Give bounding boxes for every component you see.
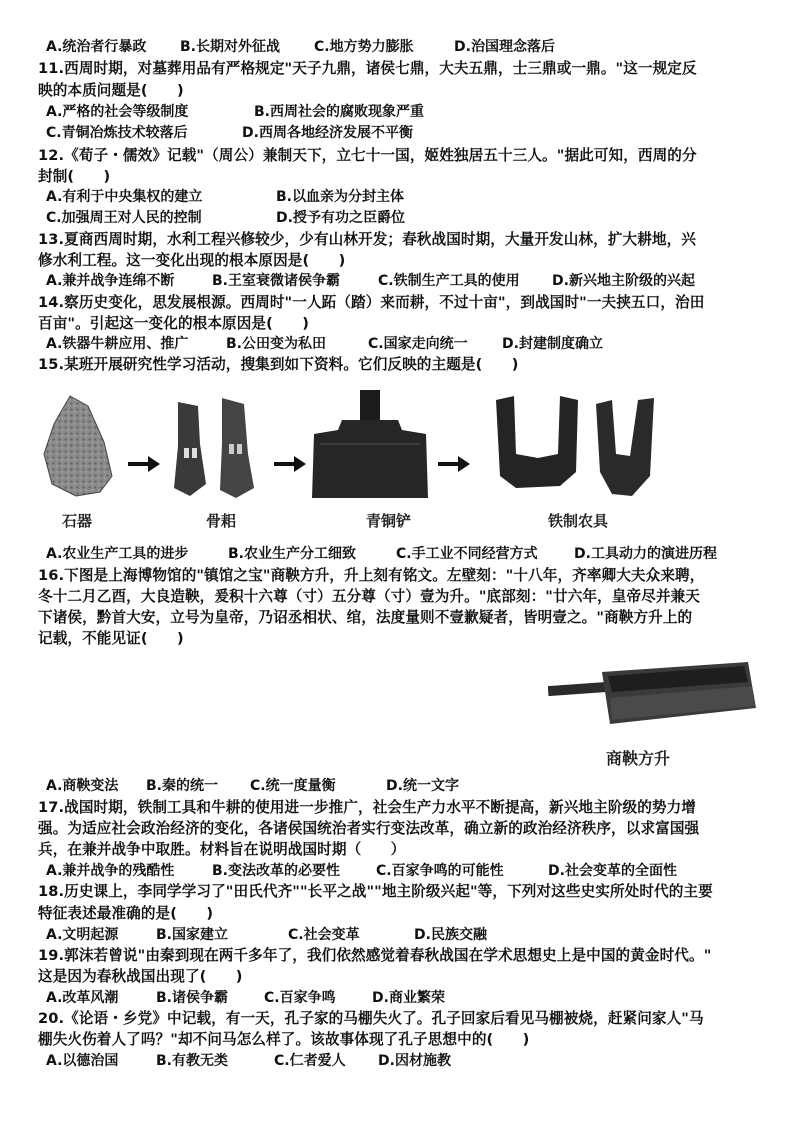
option-d: D.新兴地主阶级的兴起 [552,273,695,289]
option-c: C.铁制生产工具的使用 [378,273,520,289]
option-a: A.农业生产工具的进步 [46,546,189,562]
option-b: B.公田变为私田 [226,336,326,352]
q11-options-row1 [46,101,424,123]
option-c: C.百家争鸣的可能性 [376,863,504,879]
option-a: A.统治者行暴政 [46,39,147,55]
q17-stem-line2: 强。为适应社会政治经济的变化，各诸侯国统治者实行变法改革，确立新的政治经济秩序，以求富国强 [38,820,700,837]
option-b: B.长期对外征战 [180,39,280,55]
option-d: D.治国理念落后 [454,39,555,55]
q10-options [46,36,555,58]
option-c: C.仁者爱人 [274,1053,346,1069]
q18-options [46,924,487,946]
stone-tool-image [44,396,112,496]
q19-stem-line2: 这是因为春秋战国出现了( ) [38,968,243,985]
option-c: C.国家走向统一 [368,336,468,352]
option-a: A.改革风潮 [46,990,119,1006]
option-b: B.以血亲为分封主体 [276,189,404,205]
option-d: D.统一文字 [386,778,459,794]
option-c: C.社会变革 [288,927,360,943]
q12-options-row1 [46,186,404,208]
q12-stem-line2: 封制( ) [38,168,111,185]
option-c: C.手工业不同经营方式 [396,546,538,562]
option-a: A.文明起源 [46,927,119,943]
option-a: A.严格的社会等级制度 [46,104,189,120]
option-d: D.工具动力的演进历程 [574,546,717,562]
q11-stem-line1: 11.西周时期，对墓葬用品有严格规定"天子九鼎，诸侯七鼎，大夫五鼎，士三鼎或一鼎。"这一规定反 [38,60,697,77]
option-a: A.以德治国 [46,1053,119,1069]
q16-options [46,775,459,797]
option-b: B.西周社会的腐败现象严重 [254,104,424,120]
q14-options [46,333,603,355]
iron-tools-image [496,396,654,496]
option-a: A.有利于中央集权的建立 [46,189,203,205]
q14-stem-line1: 14.察历史变化，思发展根源。西周时"一人跖（踏）来而耕，不过十亩"，到战国时"一夫挟五口，治田 [38,294,705,311]
q13-options [46,270,695,292]
option-c: C.青铜冶炼技术较落后 [46,125,188,141]
q12-stem-line1: 12.《荀子・儒效》记载"（周公）兼制天下，立七十一国，姬姓独居五十三人。"据此可知，西周的分 [38,147,697,164]
q17-options [46,860,677,882]
option-b: B.王室衰微诸侯争霸 [212,273,340,289]
option-d: D.西周各地经济发展不平衡 [242,125,413,141]
q20-options [46,1050,451,1072]
bone-spade-caption: 骨耜 [206,512,237,530]
option-c: C.加强周王对人民的控制 [46,210,202,226]
option-d: D.商业繁荣 [372,990,445,1006]
option-b: B.有教无类 [156,1053,228,1069]
option-a: A.兼并战争连绵不断 [46,273,175,289]
q11-stem-line2: 映的本质问题是( ) [38,82,184,99]
stone-tool-caption: 石器 [62,512,93,530]
q19-stem-line1: 19.郭沫若曾说"由秦到现在两千多年了，我们依然感觉着春秋战国在学术思想史上是中国的黄金时代。" [38,947,712,964]
shang-yang-fangsheng-image [548,658,758,738]
arrow-icon [128,456,160,472]
q16-stem-line3: 下诸侯，黔首大安，立号为皇帝，乃诏丞相状、绾，法度量则不壹歉疑者，皆明壹之。"商鞅方升上的 [38,609,693,626]
q20-stem-line2: 棚失火伤着人了吗？"却不问马怎么样了。该故事体现了孔子思想中的( ) [38,1031,530,1048]
option-b: B.国家建立 [156,927,228,943]
option-c: C.统一度量衡 [250,778,336,794]
option-b: B.农业生产分工细致 [228,546,356,562]
bronze-shovel-caption: 青铜铲 [366,512,412,530]
q17-stem-line1: 17.战国时期，铁制工具和牛耕的使用进一步推广，社会生产力水平不断提高，新兴地主阶级的势力增 [38,799,696,816]
q16-stem-line1: 16.下图是上海博物馆的"镇馆之宝"商鞅方升，升上刻有铭文。左壁刻："十八年，齐率卿大夫众来聘， [38,567,705,584]
q12-options-row2 [46,207,405,229]
option-c: C.地方势力膨胀 [314,39,414,55]
iron-tools-caption: 铁制农具 [548,512,609,530]
bronze-shovel-image [312,390,428,498]
q18-stem-line1: 18.历史课上，李同学学习了"田氏代齐""长平之战""地主阶级兴起"等，下列对这些史实所处时代的主要 [38,883,713,900]
q17-stem-line3: 兵，在兼并战争中取胜。材料旨在说明战国时期（ ） [38,841,406,858]
q18-stem-line2: 特征表述最准确的是( ) [38,905,214,922]
option-d: D.因材施教 [378,1053,451,1069]
option-d: D.封建制度确立 [502,336,603,352]
q13-stem-line1: 13.夏商西周时期，水利工程兴修较少，少有山林开发；春秋战国时期，大量开发山林，扩大耕地，兴 [38,231,696,248]
q16-stem-line2: 冬十二月乙酉，大良造鞅，爰积十六尊（寸）五分尊（寸）壹为升。"底部刻："廿六年，皇帝尽并兼天 [38,588,700,605]
q14-stem-line2: 百亩"。引起这一变化的根本原因是( ) [38,315,310,332]
option-a: A.铁器牛耕应用、推广 [46,336,189,352]
option-b: B.诸侯争霸 [156,990,228,1006]
option-d: D.民族交融 [414,927,487,943]
q11-options-row2 [46,122,413,144]
q15-stem-line1: 15.某班开展研究性学习活动，搜集到如下资料。它们反映的主题是( ) [38,356,519,373]
option-a: A.兼并战争的残酷性 [46,863,175,879]
option-a: A.商鞅变法 [46,778,119,794]
option-b: B.变法改革的必要性 [212,863,340,879]
fangsheng-caption: 商鞅方升 [606,749,671,768]
option-d: D.社会变革的全面性 [548,863,677,879]
bone-spade-image [174,398,254,498]
arrow-icon [438,456,470,472]
option-d: D.授予有功之臣爵位 [276,210,405,226]
q15-options [46,543,717,565]
q13-stem-line2: 修水利工程。这一变化出现的根本原因是( ) [38,252,346,269]
option-b: B.秦的统一 [146,778,218,794]
option-c: C.百家争鸣 [264,990,336,1006]
q19-options [46,987,445,1009]
arrow-icon [274,456,306,472]
q16-stem-line4: 记载，不能见证( ) [38,630,184,647]
q20-stem-line1: 20.《论语・乡党》中记载，有一天，孔子家的马棚失火了。孔子回家后看见马棚被烧，赶紧问家人"马 [38,1010,704,1027]
